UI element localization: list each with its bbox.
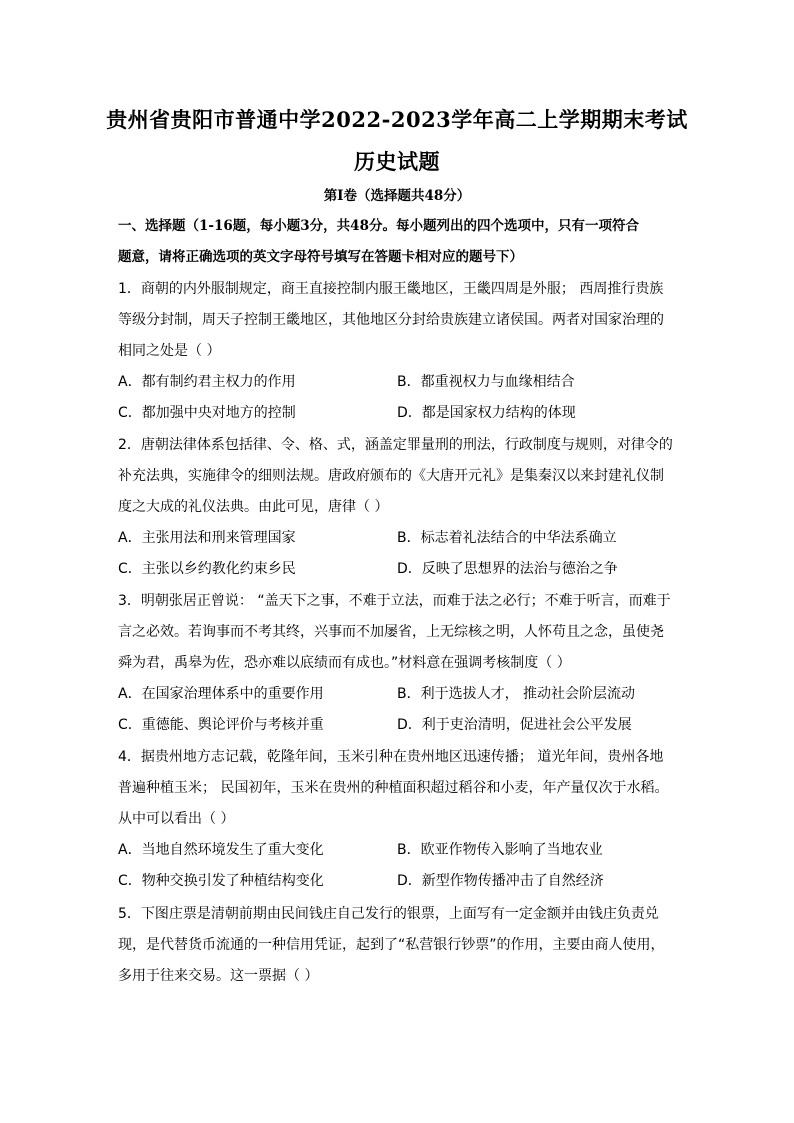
question-stem-line: 多用于往来交易。这一票据（ ） bbox=[118, 968, 319, 984]
instructions-line: 题意，请将正确选项的英文字母符号填写在答题卡相对应的题号下） bbox=[118, 249, 523, 265]
option-c: C．都加强中央对地方的控制 bbox=[118, 405, 296, 421]
question-stem-line: 现，是代替货币流通的一种信用凭证，起到了“私营银行钞票”的作用，主要由商人使用， bbox=[118, 937, 665, 953]
exam-subject-title: 历史试题 bbox=[354, 149, 440, 174]
exam-title: 贵州省贵阳市普通中学2022-2023学年高二上学期期末考试 bbox=[106, 107, 688, 132]
option-c: C．物种交换引发了种植结构变化 bbox=[118, 873, 324, 889]
question-stem-line: 3．明朝张居正曾说： “盖天下之事，不难于立法，而难于法之必行；不难于听言，而难于 bbox=[118, 593, 671, 609]
option-a: A．主张用法和刑来管理国家 bbox=[118, 530, 296, 546]
question-stem-line: 普遍种植玉米； 民国初年，玉米在贵州的种植面积超过稻谷和小麦，年产量仅次于水稻。 bbox=[118, 780, 669, 796]
option-a: A．在国家治理体系中的重要作用 bbox=[118, 686, 324, 702]
option-d: D．新型作物传播冲击了自然经济 bbox=[397, 873, 604, 889]
question-stem-line: 4．据贵州地方志记载，乾隆年间，玉米引种在贵州地区迅速传播； 道光年间，贵州各地 bbox=[118, 749, 664, 765]
option-d: D．都是国家权力结构的体现 bbox=[397, 405, 576, 421]
option-c: C．重德能、舆论评价与考核并重 bbox=[118, 717, 324, 733]
question-stem-line: 从中可以看出（ ） bbox=[118, 811, 235, 827]
option-b: B．标志着礼法结合的中华法系确立 bbox=[397, 530, 617, 546]
question-stem-line: 言之必效。若询事而不考其终，兴事而不加屡省，上无综核之明，人怀苟且之念，虽使尧 bbox=[118, 624, 664, 640]
question-stem-line: 等级分封制，周天子控制王畿地区，其他地区分封给贵族建立诸侯国。两者对国家治理的 bbox=[118, 312, 664, 328]
question-stem-line: 舜为君，禹皋为佐，恐亦难以底绩而有成也。”材料意在强调考核制度（ ） bbox=[118, 655, 571, 671]
question-stem-line: 2．唐朝法律体系包括律、令、格、式，涵盖定罪量刑的刑法，行政制度与规则，对律令的 bbox=[118, 437, 673, 453]
question-stem-line: 相同之处是（ ） bbox=[118, 343, 221, 359]
option-a: A．当地自然环境发生了重大变化 bbox=[118, 842, 324, 858]
question-stem-line: 度之大成的礼仪法典。由此可见，唐律（ ） bbox=[118, 499, 389, 515]
question-stem-line: 补充法典，实施律令的细则法规。唐政府颁布的《大唐开元礼》是集秦汉以来封建礼仪制 bbox=[118, 468, 664, 484]
question-stem-line: 1．商朝的内外服制规定，商王直接控制内服王畿地区，王畿四周是外服； 西周推行贵族 bbox=[118, 281, 664, 297]
option-b: B．利于选拔人才， 推动社会阶层流动 bbox=[397, 686, 636, 702]
option-d: D．利于吏治清明，促进社会公平发展 bbox=[397, 717, 632, 733]
question-stem-line: 5．下图庄票是清朝前期由民间钱庄自己发行的银票，上面写有一定金额并由钱庄负责兑 bbox=[118, 906, 659, 922]
option-b: B．都重视权力与血缘相结合 bbox=[397, 374, 575, 390]
option-a: A．都有制约君主权力的作用 bbox=[118, 374, 296, 390]
option-c: C．主张以乡约教化约束乡民 bbox=[118, 561, 296, 577]
option-d: D．反映了思想界的法治与德治之争 bbox=[397, 561, 618, 577]
section-label: 第I卷（选择题共48分） bbox=[323, 188, 471, 204]
option-b: B．欧亚作物传入影响了当地农业 bbox=[397, 842, 603, 858]
instructions-line: 一、选择题（1-16题，每小题3分，共48分。每小题列出的四个选项中，只有一项符合 bbox=[118, 218, 639, 234]
